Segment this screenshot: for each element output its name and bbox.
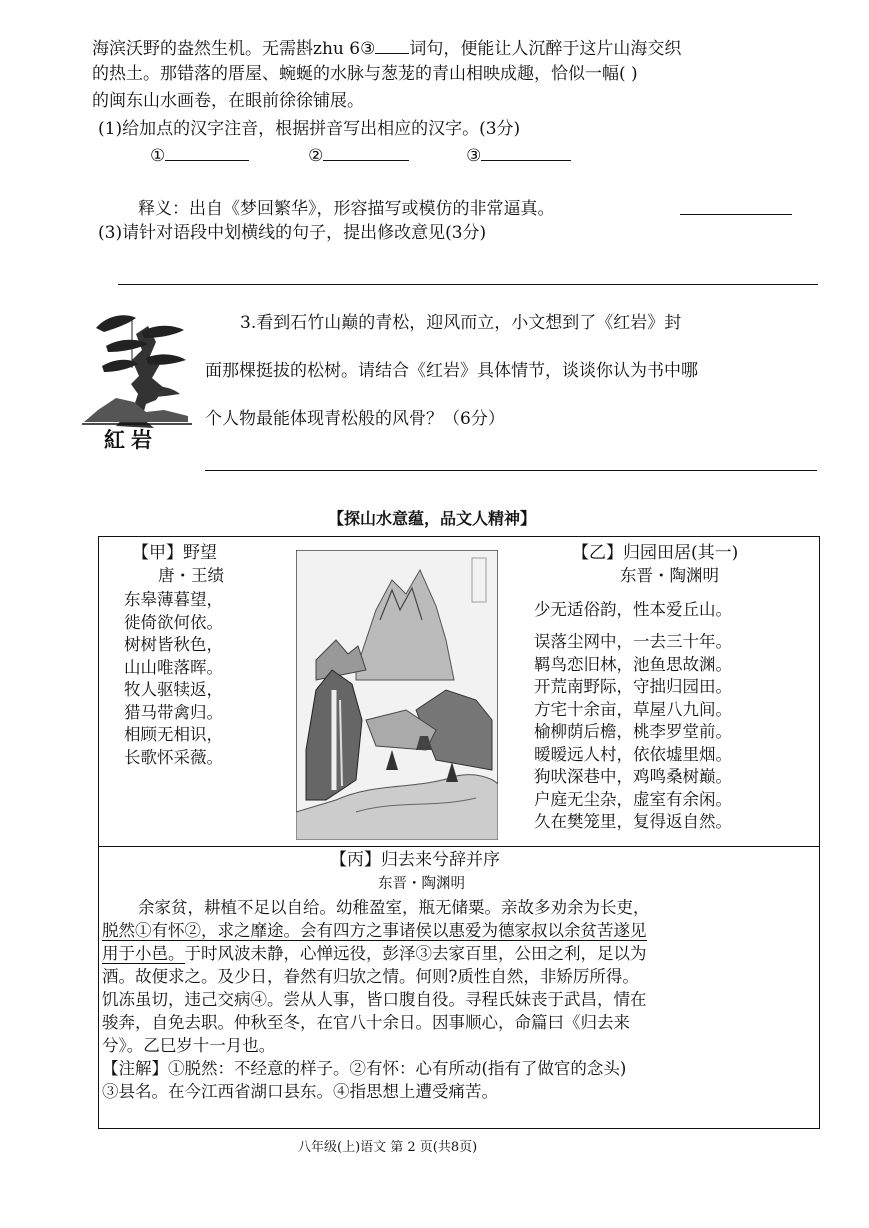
intro-text-1b: 词句，便能让人沉醉于这片山海交织 [409,39,682,59]
poem-jia-line: 猎马带禽归。 [124,702,223,722]
prose-bing-line-4: 酒。故便求之。及少日，眷然有归欤之情。何则?质性自然，非矫厉所得。 [102,967,639,986]
poem-jia-author: 唐・王绩 [158,566,224,585]
q1-blanks [150,144,571,167]
poem-jia-line: 山山唯落晖。 [124,657,223,677]
poem-yi-line: 方宅十余亩，草屋八九间。 [534,699,732,719]
prose-bing-line-5: 饥冻虽切，违己交病④。尝从人事，皆口腹自役。寻程氏妹丧于武昌，情在 [102,990,647,1009]
prose-bing-title: 【丙】归去来兮辞并序 [330,850,500,870]
poem-yi-body [534,631,732,834]
table-divider [98,846,820,847]
q1-blank-2[interactable] [323,144,409,161]
q3-edit-answer-line[interactable] [118,284,818,285]
intro-line-1 [92,37,681,60]
q3-edit-prompt: (3)请针对语段中划横线的句子，提出修改意见(3分) [98,223,487,243]
q1-blank-3[interactable] [481,144,571,161]
poem-yi-line: 误落尘网中，一去三十年。 [534,632,732,651]
q-hongyan-line-1: 3.看到石竹山巅的青松，迎风而立，小文想到了《红岩》封 [240,313,682,333]
poem-jia-line: 树树皆秋色， [124,635,223,654]
poem-jia-line: 东皋薄暮望， [124,590,223,609]
page-footer: 八年级(上)语文 第 2 页(共8页) [298,1140,478,1155]
prose-bing-line-1: 余家贫，耕植不足以自给。幼稚盈室，瓶无储粟。亲故多劝余为长吏， [138,898,650,917]
prose-bing-line-2 [102,919,647,942]
poem-jia-line: 长歌怀采薇。 [124,747,223,767]
poem-yi-author: 东晋・陶渊明 [620,566,719,585]
q-hongyan-answer-line[interactable] [205,470,817,471]
landscape-painting-image [296,550,498,840]
poem-yi-line: 暧暧远人村，依依墟里烟。 [534,744,732,764]
hongyan-logo [76,298,196,452]
poem-yi-line: 羁鸟恋旧林，池鱼思故渊。 [534,654,732,674]
prose-bing-line-3-rest: 于时风波未静，心惮远役，彭泽③去家百里，公田之利，足以为 [184,944,647,963]
prose-bing-author: 东晋・陶渊明 [378,876,465,892]
q2-definition: 释义：出自《梦回繁华》，形容描写或模仿的非常逼真。 [138,199,555,219]
q-hongyan-line-3: 个人物最能体现青松般的风骨？（6分） [205,409,505,429]
prose-bing-underlined-end: 用于小邑。 [102,944,185,963]
q1-prompt: (1)给加点的汉字注音，根据拼音写出相应的汉字。(3分) [98,119,521,139]
q2-answer-line[interactable] [680,214,792,215]
intro-line-3: 的闽东山水画卷，在眼前徐徐铺展。 [92,91,364,111]
poem-jia-line: 牧人驱犊返， [124,680,223,699]
intro-line-2: 的热土。那错落的厝屋、蜿蜒的水脉与葱茏的青山相映成趣，恰似一幅( ) [92,64,638,84]
section-title: 【探山水意蕴，品文人精神】 [328,509,537,528]
intro-blank-3[interactable] [375,37,409,54]
q-hongyan-line-2: 面那棵挺拔的松树。请结合《红岩》具体情节，谈谈你认为书中哪 [205,361,698,381]
q1-blank-3-label: ③ [466,146,482,166]
poem-yi-line: 久在樊笼里，复得返自然。 [534,812,732,831]
q1-blank-2-label: ② [308,146,324,166]
hongyan-logo-text: 紅岩 [104,427,158,452]
poem-jia-body [124,589,223,769]
prose-bing-line-6: 骏奔，自免去职。仲秋至冬，在官八十余日。因事顺心，命篇曰《归去来 [102,1013,630,1032]
poem-jia-title: 【甲】野望 [132,543,217,563]
prose-bing-note-1: 【注解】①脱然：不经意的样子。②有怀：心有所动(指有了做官的念头) [102,1059,627,1078]
intro-text-1a: 海滨沃野的盎然生机。无需斟zhu 6③ [92,39,376,59]
poem-yi-line: 榆柳荫后檐，桃李罗堂前。 [534,722,732,741]
prose-bing-underlined-sentence: 脱然①有怀②，求之靡途。会有四方之事诸侯以惠爱为德家叔以余贫苦遂见 [102,921,647,940]
prose-bing-line-3 [102,942,647,965]
q1-blank-1-label: ① [150,146,166,166]
poem-jia-line: 相顾无相识， [124,725,223,744]
poem-yi-line: 狗吠深巷中，鸡鸣桑树巅。 [534,767,732,786]
q1-blank-1[interactable] [165,144,249,161]
poem-yi-title: 【乙】归园田居(其一) [572,543,739,563]
poem-jia-line: 徙倚欲何依。 [124,612,223,632]
poem-yi-line: 户庭无尘杂，虚室有余闲。 [534,789,732,809]
landscape-painting [296,550,498,840]
poem-yi-line: 开荒南野际，守拙归园田。 [534,677,732,696]
prose-bing-note-2: ③县名。在今江西省湖口县东。④指思想上遭受痛苦。 [102,1082,498,1101]
prose-bing-line-7: 兮》。乙巳岁十一月也。 [102,1036,276,1055]
poem-yi-line-first: 少无适俗韵，性本爱丘山。 [534,600,732,619]
